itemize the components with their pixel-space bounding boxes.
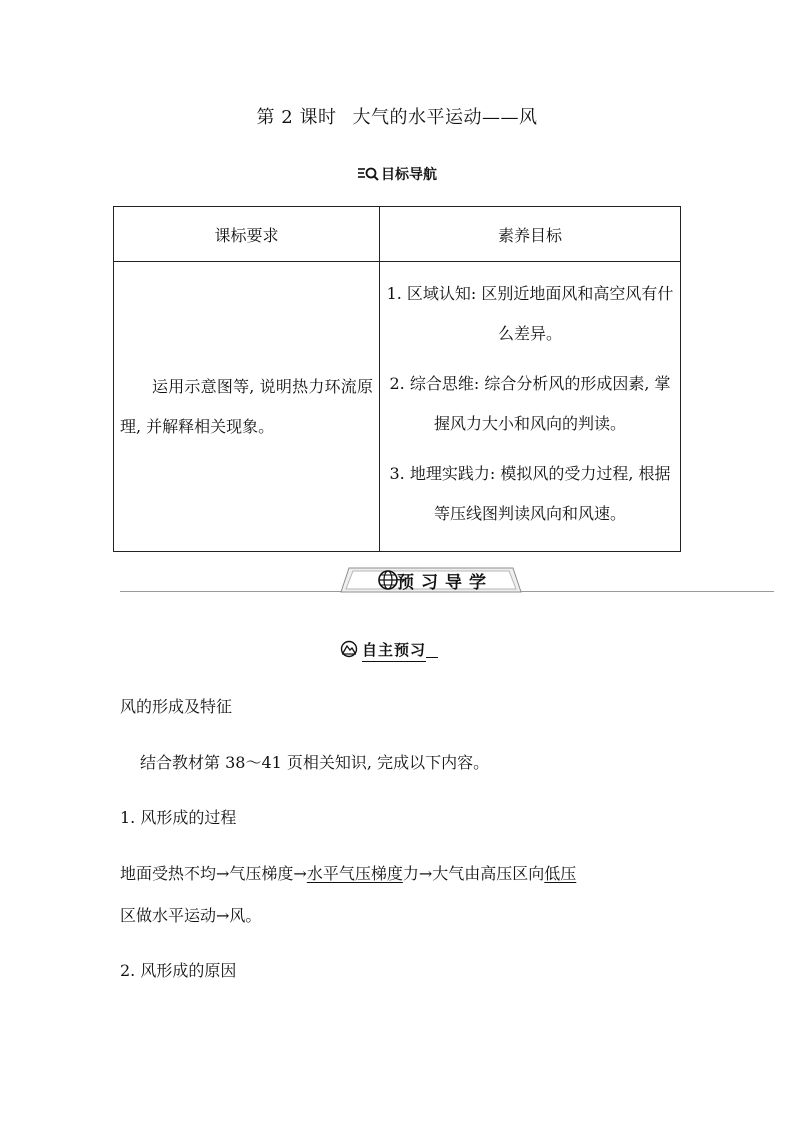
lesson-title (0, 103, 794, 129)
goals-table-row (114, 262, 681, 552)
item2-title: 2. 风形成的原因 (120, 961, 237, 980)
lesson-number: 第 2 课时 (256, 107, 337, 128)
topic-heading: 风的形成及特征 (120, 697, 233, 716)
self-preview-label: 自主预习 (362, 639, 426, 662)
literacy-goal-item: 2. 综合思维: 综合分析风的形成因素, 掌握风力大小和风向的判读。 (389, 373, 671, 433)
instruction-text: 结合教材第 38～41 页相关知识, 完成以下内容。 (140, 753, 490, 772)
lesson-topic: 大气的水平运动——风 (352, 107, 538, 128)
literacy-goal-item: 3. 地理实践力: 模拟风的受力过程, 根据等压线图判读风向和风速。 (389, 463, 671, 523)
requirement-text: 运用示意图等, 说明热力环流原理, 并解释相关现象。 (120, 376, 373, 436)
item1-title: 1. 风形成的过程 (120, 808, 237, 827)
goal-navigation-label: 目标导航 (381, 167, 437, 183)
self-preview-heading (340, 639, 438, 662)
wind-process-line-2: 区做水平运动→风。 (120, 906, 262, 925)
answer-blank-1: 水平气压梯度 (306, 864, 403, 883)
wind-process-line-1 (120, 861, 576, 884)
answer-blank-2: 低压 (544, 864, 577, 883)
process-text: 地面受热不均→气压梯度→ (120, 864, 307, 883)
goals-table (113, 206, 681, 552)
mountain-badge-icon (340, 640, 358, 662)
literacy-cell (380, 262, 681, 552)
literacy-header: 素养目标 (380, 207, 681, 262)
requirement-header: 课标要求 (114, 207, 380, 262)
goal-navigation-heading (0, 164, 794, 185)
heading-underline-tail (426, 657, 438, 658)
process-text: 力→大气由高压区向 (402, 864, 545, 883)
section-banner-label: 预习导学 (397, 573, 493, 593)
goals-table-header-row (114, 207, 681, 262)
magnifier-list-icon (357, 167, 379, 185)
literacy-goal-item: 1. 区域认知: 区别近地面风和高空风有什么差异。 (386, 283, 674, 343)
requirement-cell (114, 262, 380, 552)
literacy-goal-list (380, 274, 680, 534)
